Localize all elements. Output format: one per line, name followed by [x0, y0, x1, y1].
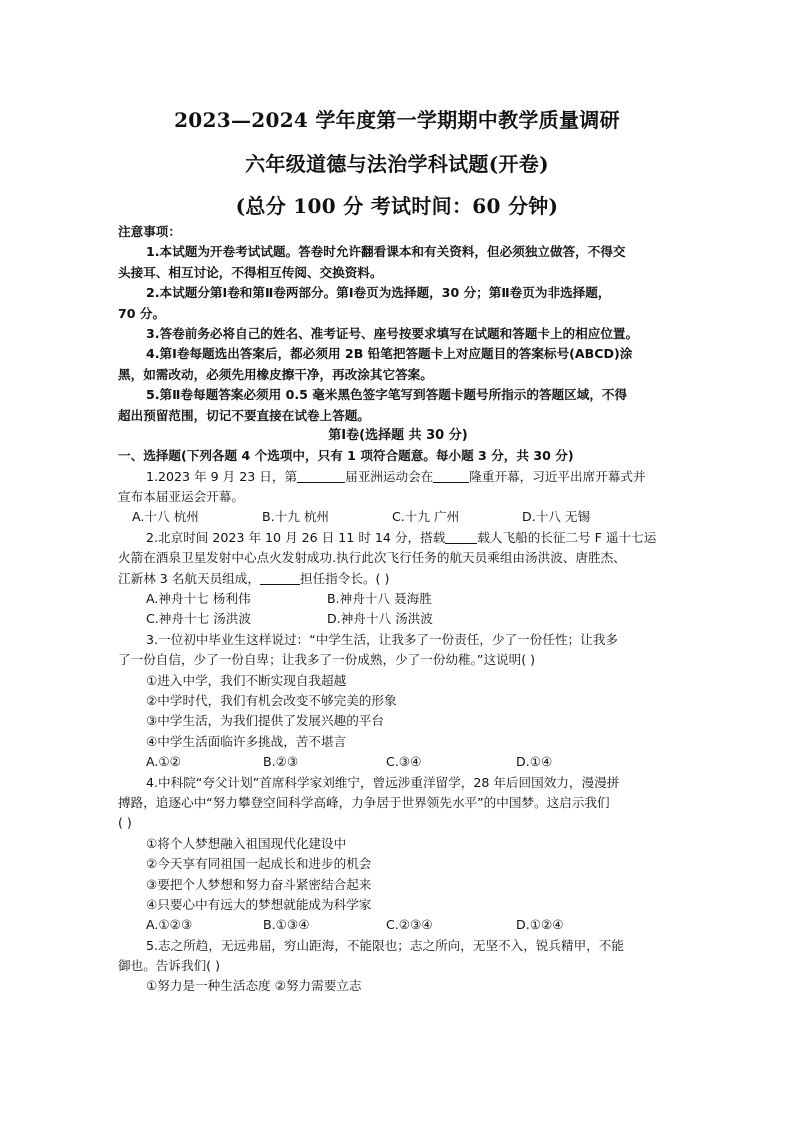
notice-item-4: 4.第Ⅰ卷每题选出答案后，都必须用 2B 铅笔把答题卡上对应题目的答案标号(ABCD)涂 [146, 346, 633, 362]
question-4-cont: 搏路，追逐心中“努力攀登空间科学高峰，力争居于世界领先水平”的中国梦。这启示我们 [118, 794, 610, 810]
notice-item-3: 3.答卷前务必将自己的姓名、准考证号、座号按要求填写在试题和答题卡上的相应位置。 [146, 325, 639, 341]
q4-statement-4: ④只要心中有远大的梦想就能成为科学家 [146, 896, 372, 912]
q1-option-a: A.十八 杭州 [132, 509, 199, 525]
q2-option-a: A.神舟十七 杨利伟 [146, 591, 251, 607]
q1-text-b: 届亚洲运动会在 [345, 468, 434, 484]
q2-options-row-2 [118, 609, 678, 629]
question-5-cont: 御也。告诉我们( ) [118, 958, 220, 974]
q4-options [118, 915, 678, 935]
notice-item-1-cont: 头接耳、相互讨论，不得相互传阅、交换资料。 [118, 264, 383, 280]
section-heading: 第Ⅰ卷(选择题 共 30 分) [328, 427, 468, 443]
part-heading: 一、选择题(下列各题 4 个选项中，只有 1 项符合题意。每小题 3 分，共 30 分) [118, 448, 574, 464]
q1-option-c: C.十九 广州 [392, 509, 460, 525]
exam-body [118, 222, 678, 997]
exam-subtitle: 六年级道德与法治学科试题(开卷) [245, 152, 549, 176]
q4-statement-1: ①将个人梦想融入祖国现代化建设中 [146, 835, 347, 851]
question-1-cont: 宣布本届亚运会开幕。 [118, 489, 244, 505]
question-2-cont: 火箭在酒泉卫星发射中心点火发射成功.执行此次飞行任务的航天员乘组由汤洪波、唐胜杰、 [118, 550, 626, 566]
notice-item-5: 5.第Ⅱ卷每题答案必须用 0.5 毫米黑色签字笔写到答题卡题号所指示的答题区域，不得 [146, 387, 628, 403]
notice-item-2: 2.本试题分第Ⅰ卷和第Ⅱ卷两部分。第Ⅰ卷页为选择题，30 分；第Ⅱ卷页为非选择题， [146, 285, 611, 301]
q2-text-d: 担任指令长。( ) [299, 570, 390, 586]
notice-heading: 注意事项： [118, 224, 181, 239]
q1-option-b: B.十九 杭州 [262, 509, 330, 525]
notice-item-5-cont: 超出预留范围，切记不要直接在试卷上答题。 [118, 407, 370, 423]
question-2-cont-2 [118, 569, 678, 589]
q1-options [118, 507, 678, 527]
q2-text-a: 2.北京时间 2023 年 10 月 26 日 11 时 14 分，搭载 [146, 529, 446, 545]
q4-option-c: C.②③④ [386, 917, 433, 933]
q3-statement-1: ①进入中学，我们不断实现自我超越 [146, 672, 347, 688]
q2-options-row-1 [118, 589, 678, 609]
q3-option-d: D.①④ [516, 754, 553, 770]
question-4: 4.中科院“夸父计划”首席科学家刘维宁，曾远涉重洋留学，28 年后回国效力，漫漫拼 [146, 774, 620, 790]
exam-score-time: (总分 100 分 考试时间：60 分钟) [235, 194, 559, 218]
question-3: 3.一位初中毕业生这样说过：“中学生活，让我多了一份责任，少了一份任性；让我多 [146, 631, 618, 647]
q3-option-b: B.②③ [263, 754, 299, 770]
question-3-cont: 了一份自信，少了一份自卑；让我多了一份成熟，少了一份幼稚。”这说明( ) [118, 652, 536, 668]
question-5: 5.志之所趋，无远弗届，穷山距海，不能限也；志之所向，无坚不入，锐兵精甲，不能 [146, 937, 624, 953]
q2-blank-1 [445, 529, 477, 544]
q2-blank-2 [260, 570, 300, 585]
notice-item-1: 1.本试题为开卷考试试题。答卷时允许翻看课本和有关资料，但必须独立做答，不得交 [146, 244, 626, 260]
q3-statement-3: ③中学生活，为我们提供了发展兴趣的平台 [146, 713, 384, 729]
q3-option-c: C.③④ [386, 754, 422, 770]
q2-text-b: 载人飞船的长征二号 F 遥十七运 [477, 529, 657, 545]
q2-option-d: D.神舟十八 汤洪波 [327, 611, 433, 627]
q3-statement-4: ④中学生活面临许多挑战，苦不堪言 [146, 733, 347, 749]
q3-statement-2: ②中学时代，我们有机会改变不够完美的形象 [146, 692, 397, 708]
notice-item-4-cont: 黑，如需改动，必须先用橡皮擦干净，再改涂其它答案。 [118, 366, 433, 382]
q1-blank-2 [433, 468, 469, 483]
q4-option-d: D.①②④ [516, 917, 564, 933]
q5-statements: ①努力是一种生活态度 ②努力需要立志 [146, 978, 362, 994]
question-2 [118, 528, 678, 548]
notice-item-2-cont: 70 分。 [118, 305, 166, 321]
q3-option-a: A.①② [146, 754, 181, 770]
q2-option-c: C.神舟十七 汤洪波 [146, 611, 251, 627]
question-4-cont-2: ( ) [118, 815, 132, 831]
q3-options [118, 752, 678, 772]
question-1 [118, 467, 678, 487]
q2-option-b: B.神舟十八 聂海胜 [327, 591, 432, 607]
q4-statement-2: ②今天享有同祖国一起成长和进步的机会 [146, 856, 372, 872]
q1-text-c: 隆重开幕，习近平出席开幕式并 [469, 468, 646, 484]
q4-statement-3: ③要把个人梦想和努力奋斗紧密结合起来 [146, 876, 372, 892]
q2-text-c: 江新林 3 名航天员组成， [118, 570, 260, 586]
q4-option-b: B.①③④ [263, 917, 310, 933]
exam-title: 2023—2024 学年度第一学期期中教学质量调研 [174, 108, 620, 132]
q4-option-a: A.①②③ [146, 917, 193, 933]
q1-blank-1 [297, 468, 345, 483]
q1-text-a: 1.2023 年 9 月 23 日，第 [146, 468, 298, 484]
q1-option-d: D.十八 无锡 [522, 509, 591, 525]
